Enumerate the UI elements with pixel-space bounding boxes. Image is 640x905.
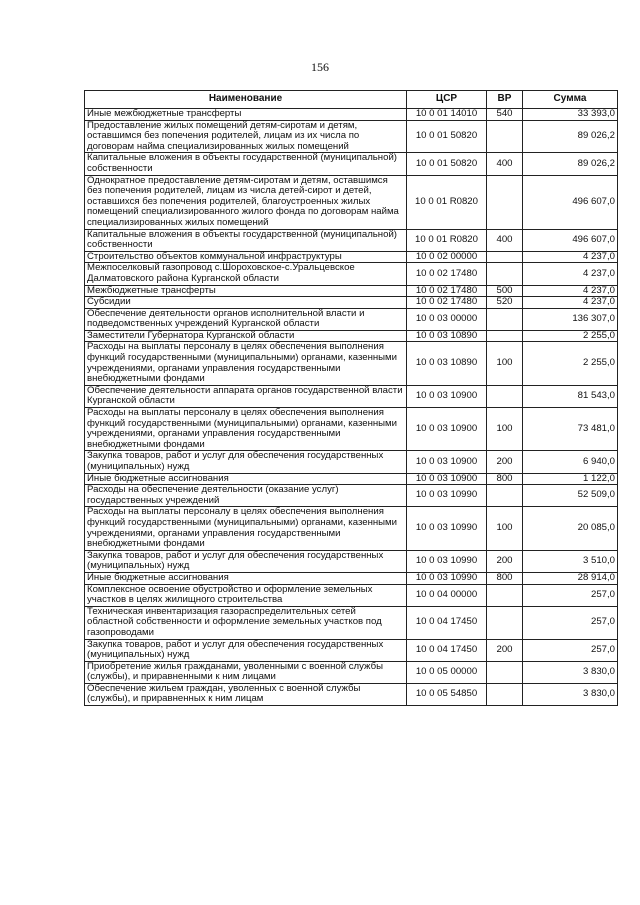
row-sum: 496 607,0 (523, 229, 618, 251)
row-vr: 520 (487, 297, 523, 309)
row-name: Расходы на обеспечение деятельности (оказание услуг) государственных учреждений (85, 485, 407, 507)
row-name: Иные межбюджетные трансферты (85, 109, 407, 121)
row-vr (487, 263, 523, 285)
row-sum: 6 940,0 (523, 451, 618, 473)
row-csr: 10 0 01 R0820 (407, 175, 487, 229)
row-csr: 10 0 03 10990 (407, 572, 487, 584)
row-name: Комплексное освоение обустройство и оформление земельных участков в целях жилищного строительства (85, 584, 407, 606)
row-name: Заместители Губернатора Курганской области (85, 330, 407, 342)
table-row (85, 408, 618, 451)
table-row (85, 175, 618, 229)
row-vr (487, 120, 523, 153)
row-csr: 10 0 02 17480 (407, 297, 487, 309)
row-vr (487, 308, 523, 330)
row-sum: 52 509,0 (523, 485, 618, 507)
table-row (85, 251, 618, 263)
row-csr: 10 0 01 14010 (407, 109, 487, 121)
row-sum: 1 122,0 (523, 473, 618, 485)
row-vr (487, 683, 523, 705)
row-sum: 4 237,0 (523, 251, 618, 263)
row-name: Обеспечение деятельности аппарата органов государственной власти Курганской области (85, 385, 407, 407)
budget-table (84, 90, 618, 706)
row-sum: 4 237,0 (523, 297, 618, 309)
row-csr: 10 0 04 17450 (407, 639, 487, 661)
row-sum: 89 026,2 (523, 120, 618, 153)
header-sum: Сумма (523, 91, 618, 109)
row-vr (487, 485, 523, 507)
row-name: Межпоселковый газопровод с.Шороховское-с.Уральцевское Далматовского района Курганской области (85, 263, 407, 285)
row-csr: 10 0 01 50820 (407, 153, 487, 175)
row-vr: 540 (487, 109, 523, 121)
table-row (85, 342, 618, 385)
row-name: Расходы на выплаты персоналу в целях обеспечения выполнения функций государственными (муниципальными) органами, казенными учреждениями, органами управления государственными внебюджетными фондами (85, 408, 407, 451)
row-vr (487, 584, 523, 606)
row-sum: 496 607,0 (523, 175, 618, 229)
row-csr: 10 0 05 00000 (407, 661, 487, 683)
table-row (85, 485, 618, 507)
row-name: Расходы на выплаты персоналу в целях обеспечения выполнения функций государственными (муниципальными) органами, казенными учреждениями, органами управления государственными внебюджетными фондами (85, 342, 407, 385)
row-name: Предоставление жилых помещений детям-сиротам и детям, оставшимся без попечения родителей, лицам из их числа по договорам найма специализированных жилых помещений (85, 120, 407, 153)
row-sum: 3 830,0 (523, 683, 618, 705)
table-row (85, 572, 618, 584)
row-vr: 200 (487, 451, 523, 473)
table-row (85, 507, 618, 550)
row-csr: 10 0 03 10990 (407, 485, 487, 507)
row-vr: 800 (487, 572, 523, 584)
header-vr: ВР (487, 91, 523, 109)
row-sum: 4 237,0 (523, 263, 618, 285)
row-sum: 89 026,2 (523, 153, 618, 175)
row-name: Закупка товаров, работ и услуг для обеспечения государственных (муниципальных) нужд (85, 550, 407, 572)
row-csr: 10 0 01 R0820 (407, 229, 487, 251)
row-vr: 400 (487, 229, 523, 251)
row-csr: 10 0 03 10900 (407, 385, 487, 407)
row-vr: 100 (487, 507, 523, 550)
row-csr: 10 0 03 10900 (407, 451, 487, 473)
row-vr: 400 (487, 153, 523, 175)
table-row (85, 451, 618, 473)
row-sum: 3 510,0 (523, 550, 618, 572)
row-csr: 10 0 01 50820 (407, 120, 487, 153)
table-row (85, 330, 618, 342)
row-name: Обеспечение деятельности органов исполнительной власти и подведомственных учреждений Курганской области (85, 308, 407, 330)
row-vr (487, 606, 523, 639)
table-row (85, 285, 618, 297)
table-row (85, 550, 618, 572)
table-row (85, 473, 618, 485)
row-vr: 100 (487, 408, 523, 451)
row-name: Приобретение жилья гражданами, уволенными с военной службы (службы), и приравненными к ним лицами (85, 661, 407, 683)
row-name: Техническая инвентаризация газораспределительных сетей областной собственности и оформление земельных участков под газопроводами (85, 606, 407, 639)
row-csr: 10 0 03 10990 (407, 507, 487, 550)
row-csr: 10 0 04 17450 (407, 606, 487, 639)
header-name: Наименование (85, 91, 407, 109)
row-csr: 10 0 03 10990 (407, 550, 487, 572)
table-row (85, 297, 618, 309)
row-vr (487, 661, 523, 683)
row-sum: 2 255,0 (523, 330, 618, 342)
row-vr (487, 175, 523, 229)
row-sum: 2 255,0 (523, 342, 618, 385)
row-sum: 257,0 (523, 606, 618, 639)
row-vr: 200 (487, 639, 523, 661)
row-csr: 10 0 03 10900 (407, 473, 487, 485)
row-sum: 257,0 (523, 584, 618, 606)
table-row (85, 153, 618, 175)
row-name: Иные бюджетные ассигнования (85, 572, 407, 584)
row-vr (487, 330, 523, 342)
row-sum: 4 237,0 (523, 285, 618, 297)
row-name: Капитальные вложения в объекты государственной (муниципальной) собственности (85, 229, 407, 251)
table-row (85, 229, 618, 251)
row-name: Строительство объектов коммунальной инфраструктуры (85, 251, 407, 263)
row-name: Капитальные вложения в объекты государственной (муниципальной) собственности (85, 153, 407, 175)
row-name: Межбюджетные трансферты (85, 285, 407, 297)
row-sum: 28 914,0 (523, 572, 618, 584)
row-vr: 800 (487, 473, 523, 485)
row-csr: 10 0 02 17480 (407, 263, 487, 285)
row-sum: 136 307,0 (523, 308, 618, 330)
row-vr: 200 (487, 550, 523, 572)
row-csr: 10 0 03 10900 (407, 408, 487, 451)
row-vr: 100 (487, 342, 523, 385)
table-row (85, 639, 618, 661)
row-vr (487, 251, 523, 263)
row-sum: 3 830,0 (523, 661, 618, 683)
table-row (85, 385, 618, 407)
row-csr: 10 0 02 00000 (407, 251, 487, 263)
row-name: Однократное предоставление детям-сиротам и детям, оставшимся без попечения родителей, лицам из числа детей-сирот и детей, оставшихся без попечения родителей, благоустроенных жилых помещений специализированного жилого фонда по договорам найма специализированных жилых помещений (85, 175, 407, 229)
row-name: Закупка товаров, работ и услуг для обеспечения государственных (муниципальных) нужд (85, 451, 407, 473)
row-csr: 10 0 02 17480 (407, 285, 487, 297)
row-csr: 10 0 04 00000 (407, 584, 487, 606)
table-row (85, 661, 618, 683)
row-name: Иные бюджетные ассигнования (85, 473, 407, 485)
row-name: Субсидии (85, 297, 407, 309)
table-body (85, 109, 618, 706)
table-row (85, 308, 618, 330)
table-row (85, 584, 618, 606)
row-name: Обеспечение жильем граждан, уволенных с военной службы (службы), и приравненных к ним лицам (85, 683, 407, 705)
row-csr: 10 0 03 10890 (407, 342, 487, 385)
page-number: 156 (311, 60, 329, 74)
table-row (85, 606, 618, 639)
table-row (85, 683, 618, 705)
row-sum: 73 481,0 (523, 408, 618, 451)
row-csr: 10 0 03 00000 (407, 308, 487, 330)
row-vr (487, 385, 523, 407)
table-header-row (85, 91, 618, 109)
row-sum: 257,0 (523, 639, 618, 661)
row-sum: 81 543,0 (523, 385, 618, 407)
row-sum: 20 085,0 (523, 507, 618, 550)
row-name: Расходы на выплаты персоналу в целях обеспечения выполнения функций государственными (муниципальными) органами, казенными учреждениями, органами управления государственными внебюджетными фондами (85, 507, 407, 550)
row-sum: 33 393,0 (523, 109, 618, 121)
row-csr: 10 0 05 54850 (407, 683, 487, 705)
row-csr: 10 0 03 10890 (407, 330, 487, 342)
row-name: Закупка товаров, работ и услуг для обеспечения государственных (муниципальных) нужд (85, 639, 407, 661)
row-vr: 500 (487, 285, 523, 297)
table-row (85, 263, 618, 285)
table-row (85, 120, 618, 153)
table-row (85, 109, 618, 121)
header-csr: ЦСР (407, 91, 487, 109)
